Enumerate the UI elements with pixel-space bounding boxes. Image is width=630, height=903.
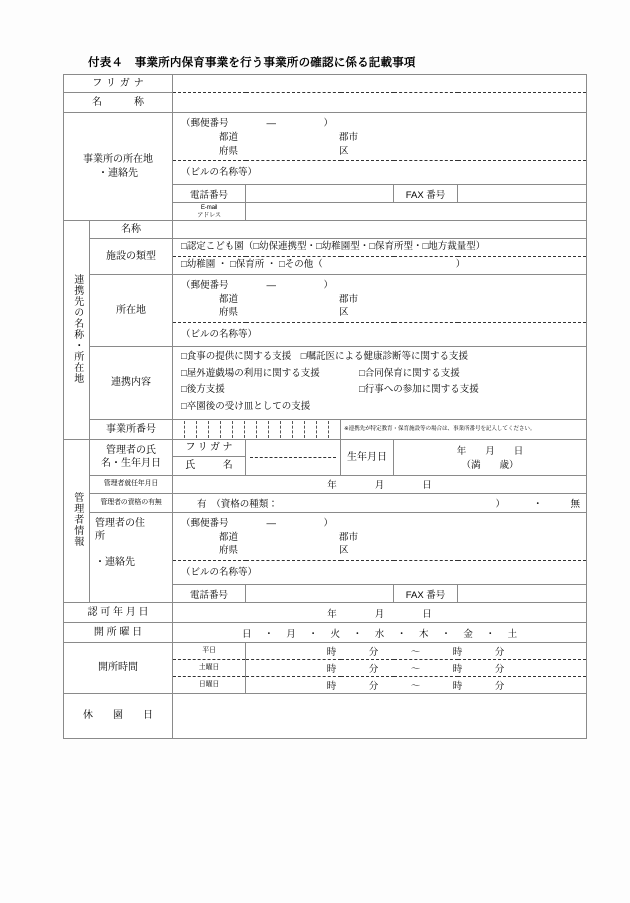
manager-qualification-label: 管理者の資格の有無 (90, 493, 173, 512)
office-postal-code: （郵便番号 ― ） (181, 118, 334, 129)
partner-type-option-row-2[interactable]: □幼稚園 ・ □保育所 ・ □その他（ ） (173, 257, 587, 275)
office-prefecture: 都道 府県 (219, 131, 239, 157)
manager-birth-field[interactable]: 年 月 日 （満 歳） (394, 439, 587, 475)
content-option-1[interactable]: □食事の提供に関する支援 □嘱託医による健康診断等に関する支援 (181, 351, 468, 363)
table-row-furigana (64, 75, 587, 93)
manager-tel-field[interactable] (246, 585, 394, 603)
manager-birth-label: 生年月日 (341, 439, 394, 475)
open-hours-day-weekday: 平日 (173, 643, 246, 660)
open-hours-day-sunday: 日曜日 (173, 677, 246, 694)
table-row-manager-address (64, 512, 587, 560)
manager-name-field[interactable] (246, 439, 341, 475)
table-row-name (64, 93, 587, 113)
table-row-manager-furigana (64, 439, 587, 456)
table-row-partner-address (64, 274, 587, 322)
office-fax-label: FAX 番号 (394, 185, 458, 203)
office-address-field[interactable] (173, 113, 587, 161)
furigana-label: フリガナ (64, 75, 173, 93)
manager-fax-label: FAX 番号 (394, 585, 458, 603)
manager-building-field[interactable]: （ビルの名称等） (173, 561, 587, 585)
manager-fax-field[interactable] (458, 585, 587, 603)
manager-furigana-label: フリガナ (173, 439, 246, 456)
main-form-table (63, 74, 587, 739)
content-option-4[interactable]: □後方支援 (181, 384, 225, 396)
page-title: 付表４ 事業所内保育事業を行う事業所の確認に係る記載事項 (88, 57, 416, 69)
table-row-partner-jigyosho-no (64, 419, 587, 439)
table-row-partner-content (64, 347, 587, 420)
office-city: 郡市 区 (339, 131, 359, 157)
approval-field[interactable]: 年 月 日 (173, 603, 587, 623)
manager-tel-label: 電話番号 (173, 585, 246, 603)
closed-days-field[interactable] (173, 694, 587, 739)
manager-postal-code: （郵便番号 ― ） (181, 517, 334, 529)
partner-building-field[interactable]: （ビルの名称等） (173, 323, 587, 347)
partner-content-label: 連携内容 (90, 347, 173, 420)
manager-section-label: 管理者情報 (64, 439, 90, 602)
office-email-label: E-mail アドレス (173, 203, 246, 221)
content-option-6[interactable]: □卒園後の受け皿としての支援 (181, 401, 311, 413)
jigyosho-no-note: ※連携先が特定教育・保育施設等の場合は、事業所番号を記入してください。 (341, 419, 587, 439)
table-row-partner-type-1 (64, 239, 587, 257)
table-row-partner-name (64, 221, 587, 239)
partner-city: 郡市 区 (339, 293, 359, 319)
office-address-label: 事業所の所在地 ・連絡先 (64, 113, 173, 221)
partner-postal-code: （郵便番号 ― ） (181, 279, 334, 291)
table-row-closed-days (64, 694, 587, 739)
approval-label: 認 可 年 月 日 (64, 603, 173, 623)
qualification-separator: ・ (533, 498, 543, 510)
open-days-label: 開 所 曜 日 (64, 623, 173, 643)
manager-address-label: 管理者の住 所 ・連絡先 (90, 512, 173, 602)
partner-type-option-row-1[interactable]: □認定こども園（□幼保連携型・□幼稚園型・□保育所型・□地方裁量型） (173, 239, 587, 257)
office-email-field[interactable] (246, 203, 587, 221)
partner-name-label: 名称 (90, 221, 173, 239)
manager-name-label: 管理者の氏 名・生年月日 (90, 439, 173, 475)
open-days-field[interactable]: 日 ・ 月 ・ 火 ・ 水 ・ 木 ・ 金 ・ 土 (173, 623, 587, 643)
partner-name-field[interactable] (173, 221, 587, 239)
jigyosho-no-boxes (173, 421, 340, 438)
jigyosho-no-label: 事業所番号 (90, 419, 173, 439)
manager-qualification-field[interactable] (173, 493, 587, 512)
table-row-open-hours-weekday (64, 643, 587, 660)
office-building-field[interactable]: （ビルの名称等） (173, 161, 587, 185)
open-hours-field-sunday[interactable]: 時 分 ～ 時 分 (246, 677, 587, 694)
partner-type-label: 施設の類型 (90, 239, 173, 274)
qualification-no[interactable]: 無 (570, 498, 581, 510)
manager-city: 郡市 区 (339, 531, 359, 557)
open-hours-field-weekday[interactable]: 時 分 ～ 時 分 (246, 643, 587, 660)
office-fax-field[interactable] (458, 185, 587, 203)
partner-prefecture: 都道 府県 (219, 293, 239, 319)
partner-content-field[interactable] (173, 347, 587, 420)
qualification-close-paren: ） (495, 498, 506, 510)
content-option-3[interactable]: □合同保育に関する支援 (359, 367, 460, 379)
table-row-manager-appointment (64, 475, 587, 493)
partner-section-label: 連携先の名称・所在地 (64, 221, 90, 440)
name-value-field[interactable] (173, 93, 587, 113)
open-hours-label: 開所時間 (64, 643, 173, 694)
qualification-yes[interactable]: 有 （資格の種類： (197, 498, 278, 510)
name-label: 名 称 (64, 93, 173, 113)
jigyosho-no-field[interactable] (173, 419, 341, 439)
office-tel-field[interactable] (246, 185, 394, 203)
table-row-approval (64, 603, 587, 623)
manager-shimei-label: 氏 名 (173, 456, 246, 475)
manager-address-field[interactable] (173, 512, 587, 560)
manager-appointment-field[interactable]: 年 月 日 (173, 475, 587, 493)
partner-address-field[interactable] (173, 274, 587, 322)
table-row-office-postal (64, 113, 587, 161)
office-tel-label: 電話番号 (173, 185, 246, 203)
content-option-5[interactable]: □行事への参加に関する支援 (359, 384, 479, 396)
open-hours-field-saturday[interactable]: 時 分 ～ 時 分 (246, 660, 587, 677)
open-hours-day-saturday: 土曜日 (173, 660, 246, 677)
table-row-manager-qualification (64, 493, 587, 512)
manager-appointment-label: 管理者就任年月日 (90, 475, 173, 493)
furigana-value-field[interactable] (173, 75, 587, 93)
content-option-2[interactable]: □屋外遊戯場の利用に関する支援 (181, 367, 320, 379)
manager-prefecture: 都道 府県 (219, 531, 239, 557)
table-row-open-days (64, 623, 587, 643)
closed-days-label: 休 園 日 (64, 694, 173, 739)
partner-address-label: 所在地 (90, 274, 173, 346)
